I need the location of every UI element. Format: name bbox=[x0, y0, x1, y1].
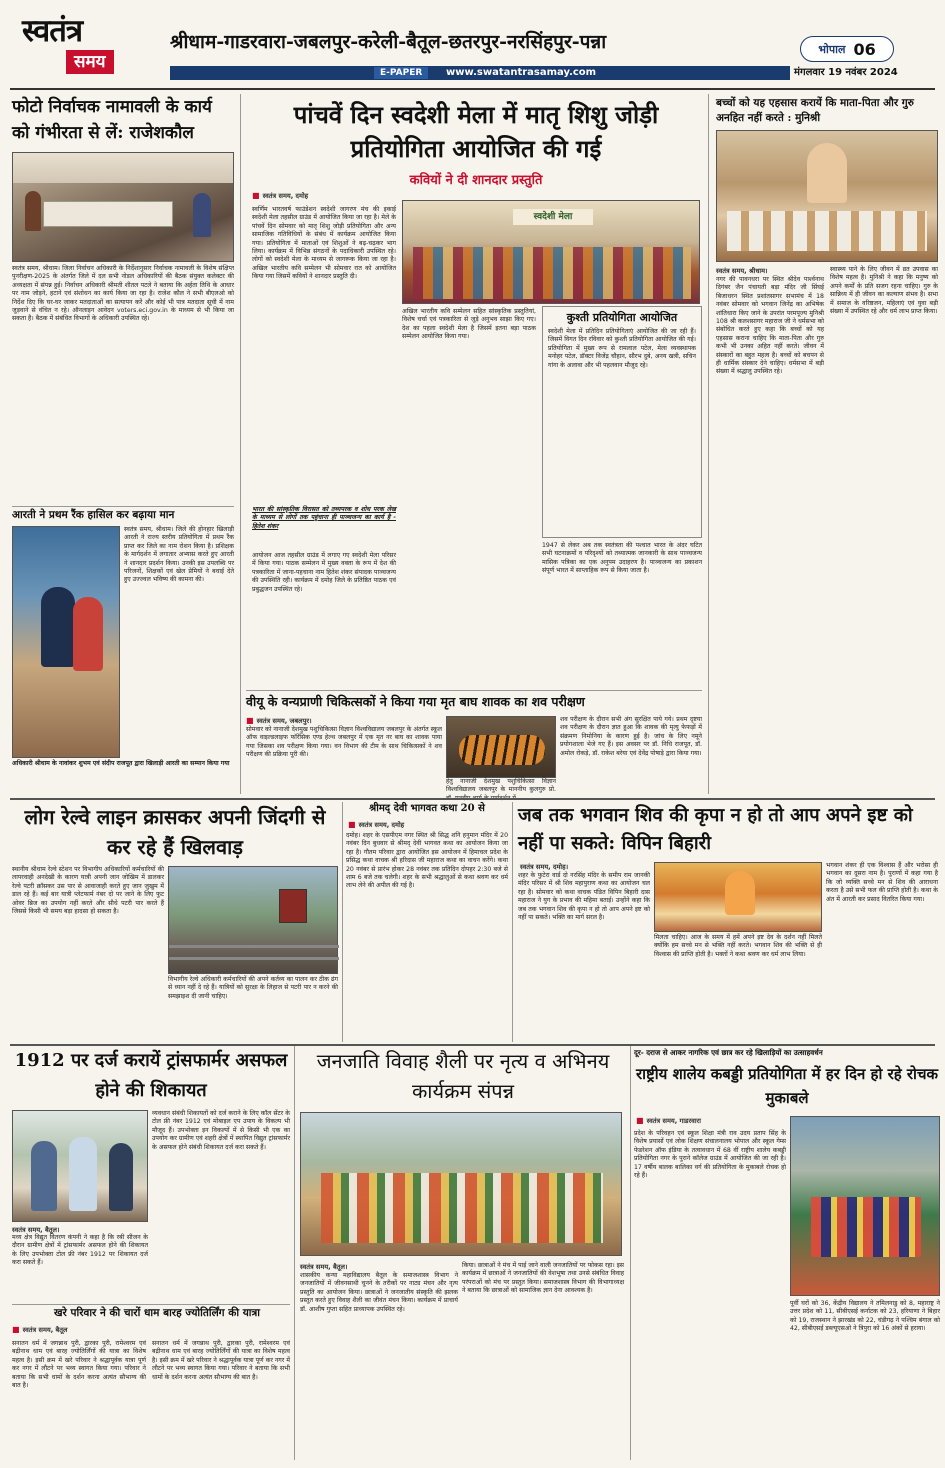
story3-pullquote: भारत की सांस्कृतिक विरासत को तथ्यपरक व शोध परक लेख के माध्यम से लोगों तक पहुंचाना ही पाञ्चजन्य का कार्य है - हितेश शंकर bbox=[252, 506, 396, 530]
issue-date: मंगलवार 19 नवंबर 2024 bbox=[794, 67, 898, 78]
story2-caption: अधिकारी श्रीधाम के नावांकर शुभम एवं संदीप राजपूत द्वारा खिलाड़ी आरती का सम्मान किया गया bbox=[12, 760, 230, 767]
edition-box bbox=[800, 36, 894, 62]
website-link[interactable]: www.swatantrasamay.com bbox=[446, 67, 597, 78]
story11-body: शासकीय कन्या महाविद्यालय बैतूल के समाजशास्त्र विभाग ने जनजातियों में जीवनसाथी चुनने के तरीकों पर नाट्य मंचन और नृत्य प्रस्तुति का आयोजन किया। छात्राओं ने जनजातीय संस्कृति की झलक प्रस्तुत करते हुए विवाह शैली का जीवंत मंचन किया। कार्यक्रम में प्राचार्य डॉ. आशीष गुप्ता सहित प्राध्यापक उपस्थित रहे। bbox=[300, 1272, 458, 1313]
story6-photo bbox=[168, 866, 338, 974]
story7-body: दमोह। शहर के एसपीएम नगर स्थित श्री सिद्ध शनि हनुमान मंदिर में 20 नवंबर दिन बुधवार से श्रीमद् देवी भागवत कथा का आयोजन किया जा रहा है। गौतम परिवार द्वारा आयोजित इस आयोजन में हिमाचल प्रदेश के प्रसिद्ध कथा वाचक श्री हरिदास जी महाराज कथा का वाचन करेंगे। कथा 20 नवंबर से प्रारंभ होकर 28 नवंबर तक प्रतिदिन दोपहर 2:30 बजे से शाम 6 बजे तक चलेगी। शहर के सभी श्रद्धालुओं से कथा श्रवण कर धर्म लाभ लेने की अपील की गई है। bbox=[346, 832, 508, 890]
story7-byline: ■ स्वतंत्र समय, दमोह bbox=[348, 820, 405, 829]
logo-top: स्वतंत्र bbox=[22, 13, 83, 49]
edition-name: भोपाल bbox=[818, 42, 846, 56]
byline-marker-icon: ■ bbox=[252, 191, 260, 200]
story2-headline: आरती ने प्रथम रैंक हासिल कर बढ़ाया मान bbox=[12, 509, 175, 521]
cities-banner: श्रीधाम-गाडरवारा-जबलपुर-करेली-बैतूल-छतरपुर-नरसिंहपुर-पन्ना bbox=[170, 31, 607, 53]
story5-photo bbox=[446, 716, 556, 778]
story9-headline: 1912 पर दर्ज करायें ट्रांसफार्मर असफल होने की शिकायत bbox=[14, 1050, 288, 1101]
story3-photo bbox=[402, 200, 700, 304]
story4-body2: स्वास्थ्य पाने के लिए जीवन में व्रत उपवास का विशेष महत्व है। मुनिश्री ने कहा कि मनुष्य को अपने कर्मों के प्रति सजग रहना चाहिए। गुरु के सान्निध्य में ही जीवन का कल्याण संभव है। सभा में समाज के वरिष्ठजन, महिलाएं एवं युवा बड़ी संख्या में उपस्थित रहे और धर्म लाभ प्राप्त किया। bbox=[830, 266, 938, 316]
story11-body2: किया। छात्राओं ने मंच में पाई जाने वाली जनजातियों पर फोकस रहा। इस कार्यक्रम में छात्राओं ने जनजातियों की वेशभूषा तथा उनसे संबंधित विवाह परंपराओं को मंच पर प्रस्तुत किया। समाजशास्त्र विभाग की विभागाध्यक्ष ने बताया कि छात्राओं को सामाजिक ज्ञान देना आवश्यक है। bbox=[462, 1262, 624, 1295]
sidebox-body: स्वदेशी मेला में प्रतिदिन प्रतियोगिताएं आयोजित की जा रही हैं। जिसमें विगत दिन रविवार को कुश्ती प्रतियोगिता आयोजित की गई। प्रतियोगिता में मुख्य रूप से रामलाल पटेल, मेला व्यवस्थापक मनोहर पटेल, डॉक्टर विजेंद्र चौहान, सौरभ दुबे, अनय खत्री, सचिन गांगा के अलावा और भी पहलवान मौजूद रहे। bbox=[548, 328, 696, 369]
byline-marker-icon: ■ bbox=[246, 716, 254, 725]
story11-headline: जनजाति विवाह शैली पर नृत्य व अभिनय कार्यक्रम संपन्न bbox=[316, 1049, 610, 1103]
page-number: 06 bbox=[853, 39, 876, 59]
story11-byline: स्वतंत्र समय, बैतूल। bbox=[300, 1263, 348, 1271]
logo bbox=[22, 14, 140, 80]
byline-marker-icon: ■ bbox=[12, 1325, 20, 1334]
sidebox-title: कुश्ती प्रतियोगिता आयोजित bbox=[566, 311, 678, 324]
story3-body: स्वर्णिम भारतवर्ष फाउंडेशन स्वदेशी जागरण मंच की इकाई स्वदेशी मेला तहसील ग्राउंड में आयोजित किया जा रहा है। मेले के पांचवें दिन सोमवार को मातृ शिशु जोड़ी प्रतियोगिता और अन्य सामाजिक गतिविधियों के संबंध में कार्यक्रम आयोजित किया गया। प्रतियोगिता में माताओं एवं शिशुओं ने बढ़-चढ़कर भाग लिया। कार्यक्रम में विभिन्न संगठनों के पदाधिकारी उपस्थित रहे। लोगों को स्वदेशी मेला के माध्यम से जागरूक किया जा रहा है। अखिल भारतीय कवि सम्मेलन भी सोमवार रात को आयोजित किया गया जिसमें कवियों ने शानदार प्रस्तुति दी। bbox=[252, 206, 396, 281]
story8-body3: भगवान शंकर ही एक विश्वास हैं और भरोसा ही भगवान का दूसरा नाम है। पुराणों में कहा गया है कि जो व्यक्ति सच्चे मन से शिव की आराधना करता है उसे सभी फल की प्राप्ति होती है। कथा के अंत में आरती कर प्रसाद वितरित किया गया। bbox=[826, 862, 938, 903]
story4-body: नगर की पावनधरा पर स्थित श्रीदेव पार्श्वनाथ दिगंबर जैन पंचायती बड़ा मंदिर जी सिंघई बिजाधरन स्थित प्रशांतसागर सभामंच में 18 नवंबर सोमवार को भगवान जिनेंद्र का अभिषेक शांतिधारा किए जाने के उपरांत परमपूज्य मुनिश्री 108 श्री कलशसागर महाराज जी ने धर्मसभा को संबोधित करते हुए कहा कि बच्चों को यह एहसास कराना चाहिए कि माता-पिता और गुरु कभी भी उनका अहित नहीं करते। जीवन में संस्कारों का बहुत महत्व है। बच्चों को बचपन से ही धार्मिक संस्कार देने चाहिए। धर्मसभा में बड़ी संख्या में श्रद्धालु उपस्थित रहे। bbox=[716, 276, 824, 376]
story6-body: स्थानीय श्रीधाम रेल्वे स्टेशन पर विभागीय अधिकारियों कर्मचारियों की लापरवाही अनदेखी के कारण यात्री अपनी जान जोखिम में डालकर रेल्वे पटरी क्रॉसकर उस पार से आवाजाही करते हुए जान जुखुम में डाल रहे हैं। कई बार यात्री प्लेटफार्म नंबर दो पर जाने के लिए फुट ओवर ब्रिज का उपयोग नहीं करते और सीधे पटरी पार करते हैं जिससे किसी भी समय बड़ा हादसा हो सकता है। bbox=[12, 866, 164, 916]
story4-photo bbox=[716, 130, 938, 262]
story8-headline: जब तक भगवान शिव की कृपा न हो तो आप अपने इष्ट को नहीं पा सकते: विपिन बिहारी bbox=[518, 805, 913, 854]
story1-headline: फोटो निर्वाचक नामावली के कार्य को गंभीरता से लें: राजेशकौल bbox=[12, 97, 212, 143]
story3-headline: पांचवें दिन स्वदेशी मेला में मातृ शिशु जोड़ी प्रतियोगिता आयोजित की गई bbox=[293, 100, 659, 163]
story8-body2: मिलता चाहिए। आज के समय में हमें अपने इष्ट देव के दर्शन नहीं मिलते क्योंकि हम सच्चे मन से भक्ति नहीं करते। भगवान शिव की भक्ति से ही विश्वास की प्राप्ति होती है। भक्तों ने कथा श्रवण कर धर्म लाभ लिया। bbox=[654, 934, 822, 958]
story10-body: सनातन धर्म में जगन्नाथ पुरी, द्वारका पुरी, रामेश्वरम एवं बद्रीनाथ धाम एवं बारह ज्योतिर्लिंगों की यात्रा का विशेष महत्व है। इसी क्रम में खरे परिवार ने श्रद्धापूर्वक यात्रा पूर्ण कर नगर में लौटने पर भव्य स्वागत किया गया। परिवार ने बताया कि सभी धामों के दर्शन करना अत्यंत सौभाग्य की बात है। bbox=[12, 1340, 146, 1390]
story4-headline: बच्चों को यह एहसास करायें कि माता-पिता और गुरु अनहित नहीं करते : मुनिश्री bbox=[716, 97, 914, 124]
epaper-label: E-PAPER bbox=[374, 67, 428, 79]
story10-headline: खरे परिवार ने की चारों धाम बारह ज्योतिर्लिंग की यात्रा bbox=[53, 1307, 261, 1319]
story10-byline: ■ स्वतंत्र समय, बैतूल bbox=[12, 1325, 68, 1334]
story6-caption: विभागीय रेल्वे अधिकारी कर्मचारियों की अपने कर्तव्य का पालन कर ठीक ढंग से ध्यान नहीं दे रहे हैं। यात्रियों को सुरक्षा के लिहाज से पटरी पार न करने की समझाइश दी जानी चाहिए। bbox=[168, 976, 338, 1000]
story7-headline: श्रीमद् देवी भागवत कथा 20 से bbox=[369, 803, 485, 814]
story3-body4: 1947 से लेकर अब तक स्वतंत्रता की पश्चात भारत के अंदर घटित सभी घटनाक्रमों व परिदृश्यों को तथ्यात्मक जानकारी के साथ पाञ्चजन्य मासिक पत्रिका का एक अनुपम उदाहरण है। पाञ्चजन्य का प्रकाशन संपूर्ण भारत में साप्ताहिक रूप से किया जाता है। bbox=[542, 542, 702, 575]
photo-banner: स्वदेशी मेला bbox=[513, 209, 593, 225]
story11-photo bbox=[300, 1112, 622, 1256]
byline-marker-icon: ■ bbox=[636, 1116, 644, 1125]
story12-photo bbox=[790, 1116, 940, 1296]
story4-byline: स्वतंत्र समय, श्रीधाम। bbox=[716, 267, 768, 275]
logo-bottom: समय bbox=[66, 50, 114, 74]
story5-body: सोमवार को नानाजी देशमुख पशुचिकित्सा विज्ञान विश्वविद्यालय जबलपुर के अंतर्गत स्कूल ऑफ वाइल्डलाइफ फॉरेंसिक एण्ड हेल्थ जबलपुर में एक मृत नर बाघ का शावक पाया गया जिसका शव परीक्षण किया गया। वन विभाग की टीम के साथ चिकित्सकों ने शव परीक्षण की प्रक्रिया पूरी की। bbox=[246, 726, 442, 759]
story1-body: स्वतंत्र समय, श्रीधाम। जिला निर्वाचन अधिकारी के निर्देशानुसार निर्वाचक नामावली के विशेष संक्षिप्त पुनरीक्षण-2025 के अंतर्गत जिले में दल सभी नोडल अधिकारियों की बैठक संयुक्त कलेक्टर की अध्यक्षता में संपन्न हुई। निर्वाचन अधिकारी श्रीमती शीतल पटले ने बताया कि अर्हता तिथि के आधार पर नाम जोड़ने, हटाने एवं संशोधन का कार्य किया जा रहा है। राजेश कौल ने सभी बीएलओ को निर्देश दिए कि घर-घर जाकर मतदाताओं का सत्यापन करें और कोई भी पात्र मतदाता सूची में नाम जुड़वाने से वंचित न रहे। ऑनलाइन आवेदन voters.eci.gov.in के माध्यम से भी किया जा सकता है। बैठक में संबंधित विभागों के अधिकारी उपस्थित रहे। bbox=[12, 265, 234, 323]
story12-body: प्रदेश के परिवहन एवं स्कूल शिक्षा मंत्री राव उदय प्रताप सिंह के विशेष प्रयासों एवं लोक शिक्षण संचालनालय भोपाल और स्कूल गेम्स फेडरेशन ऑफ इंडिया के तत्वावधान में 68 वीं राष्ट्रीय शालेय कबड्डी प्रतियोगिता नगर के पुराने कॉलेज ग्राउंड में आयोजित की जा रही है। 17 वर्षीय बालक बालिका वर्ग की प्रतियोगिता के मुकाबले रोचक हो रहे हैं। bbox=[634, 1130, 786, 1180]
story1-photo bbox=[12, 152, 234, 262]
story6-headline: लोग रेल्वे लाइन क्रासकर अपनी जिंदगी से कर रहे हैं खिलवाड़ bbox=[24, 805, 326, 859]
story12-body2: पूर्वी घरों को 36, केंद्रीय विद्यालय ने तमिलनाडु को 8, महाराष्ट्र ने उत्तर प्रदेश को 11, सीबीएसई कर्नाटक को 23, हरियाणा ने बिहार को 19, राजस्थान ने झारखंड को 22, चंडीगढ़ ने पश्चिम बंगाल को 42, सीबीएसई डब्ल्यूएसओ ने त्रिपुरा को 16 अंकों से हराया। bbox=[790, 1300, 940, 1333]
masthead bbox=[0, 0, 945, 86]
story5-body2: शव परीक्षण के दौरान सभी अंग सुरक्षित पाये गये। प्रथम दृष्टया शव परीक्षण के दौरान ज्ञात हुआ कि शावक की मृत्यु फेफड़ों में संक्रमण निमोनिया के कारण हुई है। जांच के लिए नमूने प्रयोगशाला भेजे गए हैं। इस अवसर पर डॉ. निधि राजपूत, डॉ. अमोल रोकड़े, डॉ. राकेश बरेया एवं देवेंद्र पोषाड़े द्वारा किया गया। bbox=[560, 716, 702, 757]
masthead-divider bbox=[10, 88, 935, 90]
story9-body2: व्यवधान संबंधी शिकायतों को दर्ज कराने के लिए कॉल सेंटर के टोल फ्री नंबर 1912 एवं मोबाइल एप उपाय के विकल्प भी मौजूद हैं। उपभोक्ता इन विकल्पों में से किसी भी एक का उपयोग कर ग्रामीण एवं शहरी क्षेत्रों में स्थापित विद्युत ट्रांसफार्मर के असफल होने संबंधी शिकायत दर्ज करा सकते हैं। bbox=[152, 1110, 290, 1151]
story9-byline: स्वतंत्र समय, बैतूल। bbox=[12, 1226, 60, 1234]
story3-subhead: कवियों ने दी शानदार प्रस्तुति bbox=[409, 173, 543, 188]
story2-photo bbox=[12, 526, 120, 758]
story12-headline: राष्ट्रीय शालेय कबड्डी प्रतियोगिता में हर दिन हो रहे रोचक मुकाबले bbox=[635, 1065, 938, 1107]
story8-photo bbox=[654, 862, 822, 932]
story10-body-cont: सनातन धर्म में जगन्नाथ पुरी, द्वारका पुरी, रामेश्वरम एवं बद्रीनाथ धाम एवं बारह ज्योतिर्लिंगों की यात्रा का विशेष महत्व है। इसी क्रम में खरे परिवार ने श्रद्धापूर्वक यात्रा पूर्ण कर नगर में लौटने पर भव्य स्वागत किया गया। परिवार ने बताया कि सभी धामों के दर्शन करना अत्यंत सौभाग्य की बात है। bbox=[152, 1340, 290, 1381]
story3-body3: अखिल भारतीय कवि सम्मेलन सहित सांस्कृतिक प्रस्तुतियां, विशेष चर्चा एवं पत्रकारिता से जुड़े अनुभव साझा किए गए। देश का पहला स्वदेशी मेला है जिसमें इतना बड़ा पाठक सम्मेलन आयोजित किया गया। bbox=[402, 308, 536, 341]
story8-byline: स्वतंत्र समय, दमोह। bbox=[520, 863, 569, 871]
story3-body2: आयोजन आज तहसील ग्राउंड में लगाए गए स्वदेशी मेला परिसर में किया गया। पाठक सम्मेलन में मुख्य वक्ता के रूप में देश की पत्रकारिता में जाना-पहचाना नाम हितेश शंकर संपादक पाञ्चजन्य की उपस्थिति रही। कार्यक्रम में दमोह जिले के प्रतिष्ठित पाठक एवं प्रबुद्धजन उपस्थित रहे। bbox=[252, 552, 396, 593]
story9-photo bbox=[12, 1110, 148, 1222]
story9-body: मध्य क्षेत्र विद्युत वितरण कंपनी ने कहा है कि रबी सीजन के दौरान ग्रामीण क्षेत्रों में ट्रांसफार्मर असफल होने की शिकायत के लिए उपभोक्ता टोल फ्री नंबर 1912 पर शिकायत दर्ज करा सकते हैं। bbox=[12, 1234, 148, 1267]
story5-byline: ■ स्वतंत्र समय, जबलपुर। bbox=[246, 716, 312, 725]
story12-kicker: दूर- दराज से आकर नागरिक एवं छात्र कर रहे खिलाड़ियों का उत्साहवर्धन bbox=[634, 1048, 823, 1057]
byline-marker-icon: ■ bbox=[348, 820, 356, 829]
story3-byline: ■ स्वतंत्र समय, दमोह bbox=[252, 191, 309, 200]
story8-body: शहर के फुटेरा वार्ड दो नरसिंह मंदिर के समीप राम जानकी मंदिर परिसर में श्री शिव महापुराण कथा का आयोजन चल रहा है। सोमवार को कथा वाचक पंडित विपिन बिहारी दास महाराज ने युग के प्रभाव की महिमा बताई। उन्होंने कहा कि जब तक भगवान शिव की कृपा न हो तो आप अपने इष्ट को नहीं पा सकते। भक्ति का मार्ग सरल है। bbox=[518, 872, 650, 922]
story5-caption: हेतु नानाजी देशमुख पशुचिकित्सा विज्ञान विश्वविद्यालय जबलपुर के माननीय कुलगुरु प्रो. bbox=[446, 778, 556, 794]
story12-byline: ■ स्वतंत्र समय, गाडरवारा bbox=[636, 1116, 701, 1125]
story5-headline: वीयू के वन्यप्राणी चिकित्सकों ने किया गया मृत बाघ शावक का शव परीक्षण bbox=[246, 694, 585, 709]
story2-body: स्वतंत्र समय, श्रीधाम। जिले की होनहार खिलाड़ी आरती ने राज्य स्तरीय प्रतियोगिता में प्रथम रैंक प्राप्त कर जिले का नाम रोशन किया है। प्रशिक्षक के मार्गदर्शन में लगातार अभ्यास करते हुए आरती ने शानदार प्रदर्शन किया। उनकी इस उपलब्धि पर परिजनों, शिक्षकों एवं खेल प्रेमियों ने बधाई देते हुए उज्ज्वल भविष्य की कामना की। bbox=[124, 526, 234, 584]
